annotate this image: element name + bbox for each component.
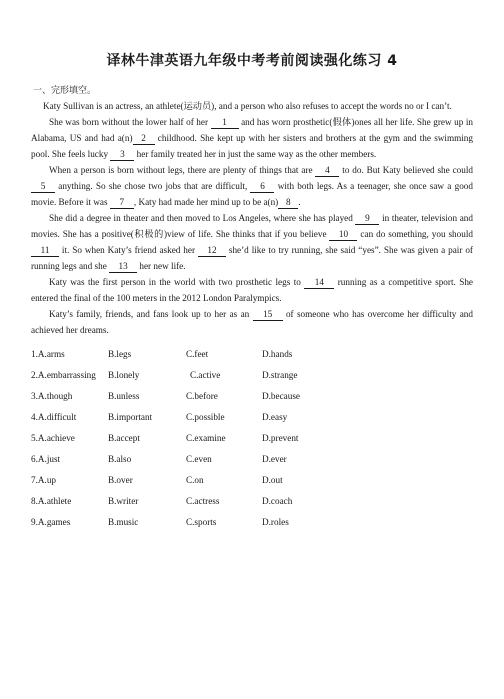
option-b: B.lonely <box>108 369 140 380</box>
blank-9: 9 <box>355 213 379 225</box>
text-run: can do something, you should <box>357 229 473 239</box>
text-run: her new life. <box>137 261 186 271</box>
option-d: D.prevent <box>262 432 299 443</box>
paragraph-3 <box>31 162 473 210</box>
option-a: 5.A.achieve <box>31 432 75 443</box>
text-run: , Katy had made her mind up to be a(n) <box>133 197 279 207</box>
text-run: anything. So she chose two jobs that are difficult, <box>55 181 251 191</box>
paragraph-4 <box>31 210 473 274</box>
page-title: 译林牛津英语九年级中考考前阅读强化练习 4 <box>106 53 398 69</box>
text-run: She was born without the lower half of her <box>49 117 211 127</box>
blank-13: 13 <box>109 261 137 273</box>
paragraph-6 <box>31 306 473 338</box>
text-run: running as a competitive sport. She entered the final of the 100 meters in the 2012 London Paralympics. <box>31 277 474 303</box>
option-row <box>31 364 473 385</box>
option-d: D.ever <box>262 453 287 464</box>
text-run: She did a degree in theater and then moved to Los Angeles, where she has played <box>49 213 356 223</box>
blank-10: 10 <box>329 229 357 241</box>
option-b: B.legs <box>108 348 132 359</box>
option-row <box>31 406 473 427</box>
option-row <box>31 448 473 469</box>
option-d: D.because <box>262 390 301 401</box>
blank-11: 11 <box>31 245 59 257</box>
option-b: B.unless <box>108 390 140 401</box>
text-run: her family treated her in just the same way as the other members. <box>134 149 377 159</box>
text-run: Katy’s family, friends, and fans look up to her as an <box>49 309 253 319</box>
option-d: D.roles <box>262 516 289 527</box>
option-b: B.accept <box>108 432 140 443</box>
blank-12: 12 <box>198 245 226 257</box>
blank-7: 7 <box>110 197 134 209</box>
text-run: with both legs. As a teenager, she once saw a good movie. Before it was <box>31 181 473 207</box>
option-b: B.writer <box>108 495 139 506</box>
paragraph-5 <box>31 274 473 306</box>
option-a: 4.A.difficult <box>31 411 77 422</box>
option-d: D.out <box>262 474 283 485</box>
option-a: 3.A.though <box>31 390 73 401</box>
option-b: B.also <box>108 453 132 464</box>
blank-8: 8 <box>278 197 298 209</box>
option-d: D.hands <box>262 348 293 359</box>
option-c: C.actress <box>186 495 220 506</box>
option-b: B.over <box>108 474 133 485</box>
option-c: C.even <box>186 453 212 464</box>
option-a: 1.A.arms <box>31 348 65 359</box>
option-c: C.examine <box>186 432 226 443</box>
option-a: 2.A.embarrassing <box>31 369 96 380</box>
option-b: B.important <box>108 411 153 422</box>
options-list <box>31 343 473 532</box>
option-row <box>31 385 473 406</box>
text-run: it. So when Katy’s friend asked her <box>59 245 198 255</box>
text-run: Katy was the first person in the world with two prosthetic legs to <box>49 277 305 287</box>
text-run: and has worn prosthetic(假体)ones all her life. She grew up in Alabama, US and had a(n) <box>31 117 473 143</box>
text-run: of someone who has overcome her difficulty and achieved her dreams. <box>31 309 473 335</box>
text-run: When a person is born without legs, there are plenty of things that are <box>49 165 316 175</box>
option-a: 6.A.just <box>31 453 61 464</box>
option-row <box>31 343 473 364</box>
paragraph-2 <box>31 114 473 162</box>
option-a: 8.A.athlete <box>31 495 72 506</box>
option-a: 7.A.up <box>31 474 57 485</box>
blank-6: 6 <box>250 181 274 193</box>
text-run: childhood. She kept up with her sisters and brothers at the gym and the swimming pool. She feels lucky <box>31 133 473 159</box>
blank-2: 2 <box>133 133 155 145</box>
text-run: she’d like to try running, she said “yes”. She was given a pair of running legs and she <box>31 245 473 271</box>
option-c: C.feet <box>186 348 209 359</box>
option-row <box>31 490 473 511</box>
blank-4: 4 <box>315 165 339 177</box>
blank-5: 5 <box>31 181 55 193</box>
option-c: C.before <box>186 390 218 401</box>
blank-1: 1 <box>211 117 239 129</box>
text-run: in theater, television and movies. She has a positive(积极的)view of life. She thinks that if you believe <box>31 213 473 239</box>
blank-3: 3 <box>110 149 134 161</box>
option-c: C.active <box>190 369 221 380</box>
option-d: D.strange <box>262 369 298 380</box>
option-row <box>31 427 473 448</box>
blank-14: 14 <box>304 277 334 289</box>
section-heading: 一、完形填空。 <box>33 86 97 96</box>
text-run: to do. But Katy believed she could <box>339 165 474 175</box>
paragraph-1: Katy Sullivan is an actress, an athlete(运动员), and a person who also refuses to accept the words no or I can’t. <box>43 101 452 111</box>
option-c: C.sports <box>186 516 217 527</box>
option-row <box>31 469 473 490</box>
option-a: 9.A.games <box>31 516 71 527</box>
blank-15: 15 <box>253 309 283 321</box>
option-row <box>31 511 473 532</box>
text-run: . <box>298 197 301 207</box>
option-c: C.possible <box>186 411 225 422</box>
option-d: D.coach <box>262 495 293 506</box>
option-d: D.easy <box>262 411 288 422</box>
option-b: B.music <box>108 516 139 527</box>
option-c: C.on <box>186 474 204 485</box>
